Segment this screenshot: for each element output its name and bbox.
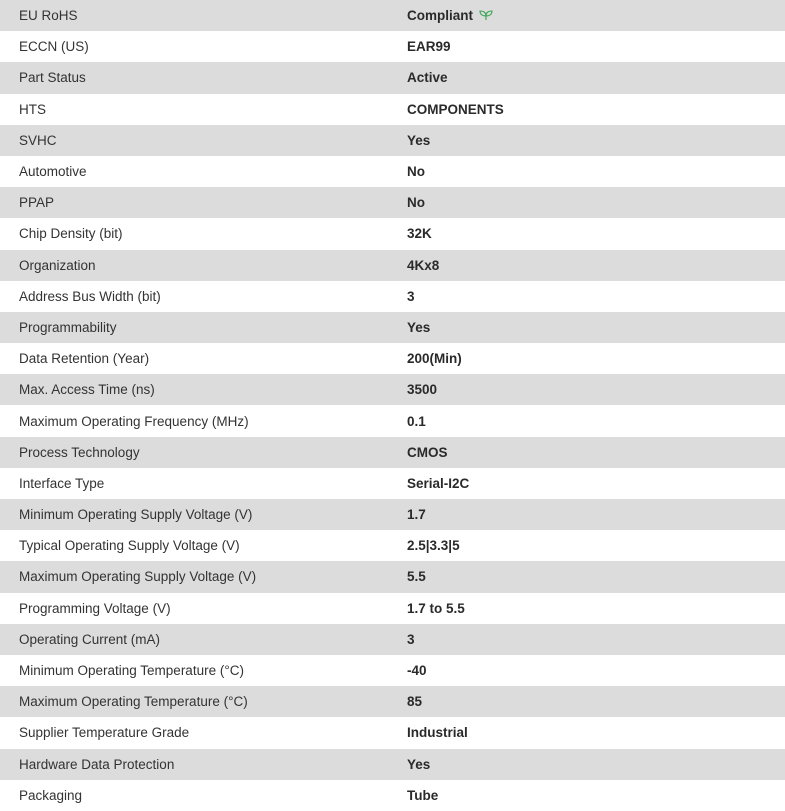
spec-value: 3500 [407, 382, 438, 398]
spec-row-supplier-temperature-grade [0, 717, 785, 748]
spec-label: Automotive [19, 164, 87, 180]
spec-value: 3 [407, 631, 415, 647]
spec-value: Compliant [407, 8, 473, 24]
spec-label: Programming Voltage (V) [19, 600, 171, 616]
spec-row-max-supply-voltage [0, 561, 785, 592]
spec-value: CMOS [407, 444, 448, 460]
spec-label: HTS [19, 101, 46, 117]
spec-row-programmability [0, 312, 785, 343]
spec-label: Chip Density (bit) [19, 226, 123, 242]
spec-label: Interface Type [19, 475, 105, 491]
spec-row-chip-density [0, 218, 785, 249]
spec-value: 32K [407, 226, 432, 242]
spec-row-interface-type [0, 468, 785, 499]
spec-row-packaging [0, 780, 785, 811]
spec-value: EAR99 [407, 39, 451, 55]
spec-row-min-supply-voltage [0, 499, 785, 530]
spec-row-svhc [0, 125, 785, 156]
spec-row-ppap [0, 187, 785, 218]
spec-label: PPAP [19, 195, 55, 211]
spec-row-min-operating-temperature [0, 655, 785, 686]
spec-row-hardware-data-protection [0, 749, 785, 780]
spec-label: Hardware Data Protection [19, 756, 175, 772]
spec-label: Programmability [19, 319, 117, 335]
spec-value-cell [407, 0, 785, 31]
spec-value: Tube [407, 787, 439, 803]
spec-row-max-access-time [0, 374, 785, 405]
spec-row-process-technology [0, 437, 785, 468]
spec-label: Supplier Temperature Grade [19, 725, 190, 741]
spec-label: Maximum Operating Temperature (°C) [19, 694, 248, 710]
spec-row-hts [0, 94, 785, 125]
spec-value: Yes [407, 756, 431, 772]
spec-label: Typical Operating Supply Voltage (V) [19, 538, 240, 554]
spec-row-eu-rohs [0, 0, 785, 31]
spec-label: ECCN (US) [19, 39, 89, 55]
spec-label: Maximum Operating Supply Voltage (V) [19, 569, 257, 585]
spec-label: Max. Access Time (ns) [19, 382, 155, 398]
spec-value: Serial-I2C [407, 475, 470, 491]
spec-label: Minimum Operating Temperature (°C) [19, 663, 244, 679]
spec-row-data-retention [0, 343, 785, 374]
spec-value: 200(Min) [407, 351, 462, 367]
spec-row-address-bus-width [0, 281, 785, 312]
spec-row-part-status [0, 62, 785, 93]
spec-value: No [407, 195, 425, 211]
spec-row-max-operating-frequency [0, 405, 785, 436]
spec-row-programming-voltage [0, 593, 785, 624]
spec-label: Address Bus Width (bit) [19, 288, 161, 304]
spec-label: Part Status [19, 70, 86, 86]
spec-value: No [407, 164, 425, 180]
spec-label: Organization [19, 257, 96, 273]
spec-value: Active [407, 70, 448, 86]
spec-value: 2.5|3.3|5 [407, 538, 460, 554]
spec-row-max-operating-temperature [0, 686, 785, 717]
spec-value: Industrial [407, 725, 468, 741]
spec-row-eccn [0, 31, 785, 62]
spec-value: COMPONENTS [407, 101, 504, 117]
spec-label: Process Technology [19, 444, 140, 460]
spec-label: SVHC [19, 132, 57, 148]
spec-row-operating-current [0, 624, 785, 655]
spec-label: Maximum Operating Frequency (MHz) [19, 413, 249, 429]
spec-value: 0.1 [407, 413, 426, 429]
spec-value: 1.7 to 5.5 [407, 600, 465, 616]
spec-value: 85 [407, 694, 423, 710]
spec-label: Operating Current (mA) [19, 631, 161, 647]
spec-label: EU RoHS [19, 8, 78, 24]
spec-value: 5.5 [407, 569, 426, 585]
spec-label: Packaging [19, 787, 83, 803]
spec-label: Data Retention (Year) [19, 351, 150, 367]
spec-value: Yes [407, 132, 431, 148]
spec-value: 3 [407, 288, 415, 304]
spec-row-automotive [0, 156, 785, 187]
spec-label: Minimum Operating Supply Voltage (V) [19, 507, 253, 523]
spec-row-organization [0, 250, 785, 281]
spec-value: 4Kx8 [407, 257, 440, 273]
spec-row-typical-supply-voltage [0, 530, 785, 561]
leaf-icon [479, 9, 493, 21]
spec-value: -40 [407, 663, 427, 679]
spec-value: Yes [407, 319, 431, 335]
spec-value: 1.7 [407, 507, 426, 523]
